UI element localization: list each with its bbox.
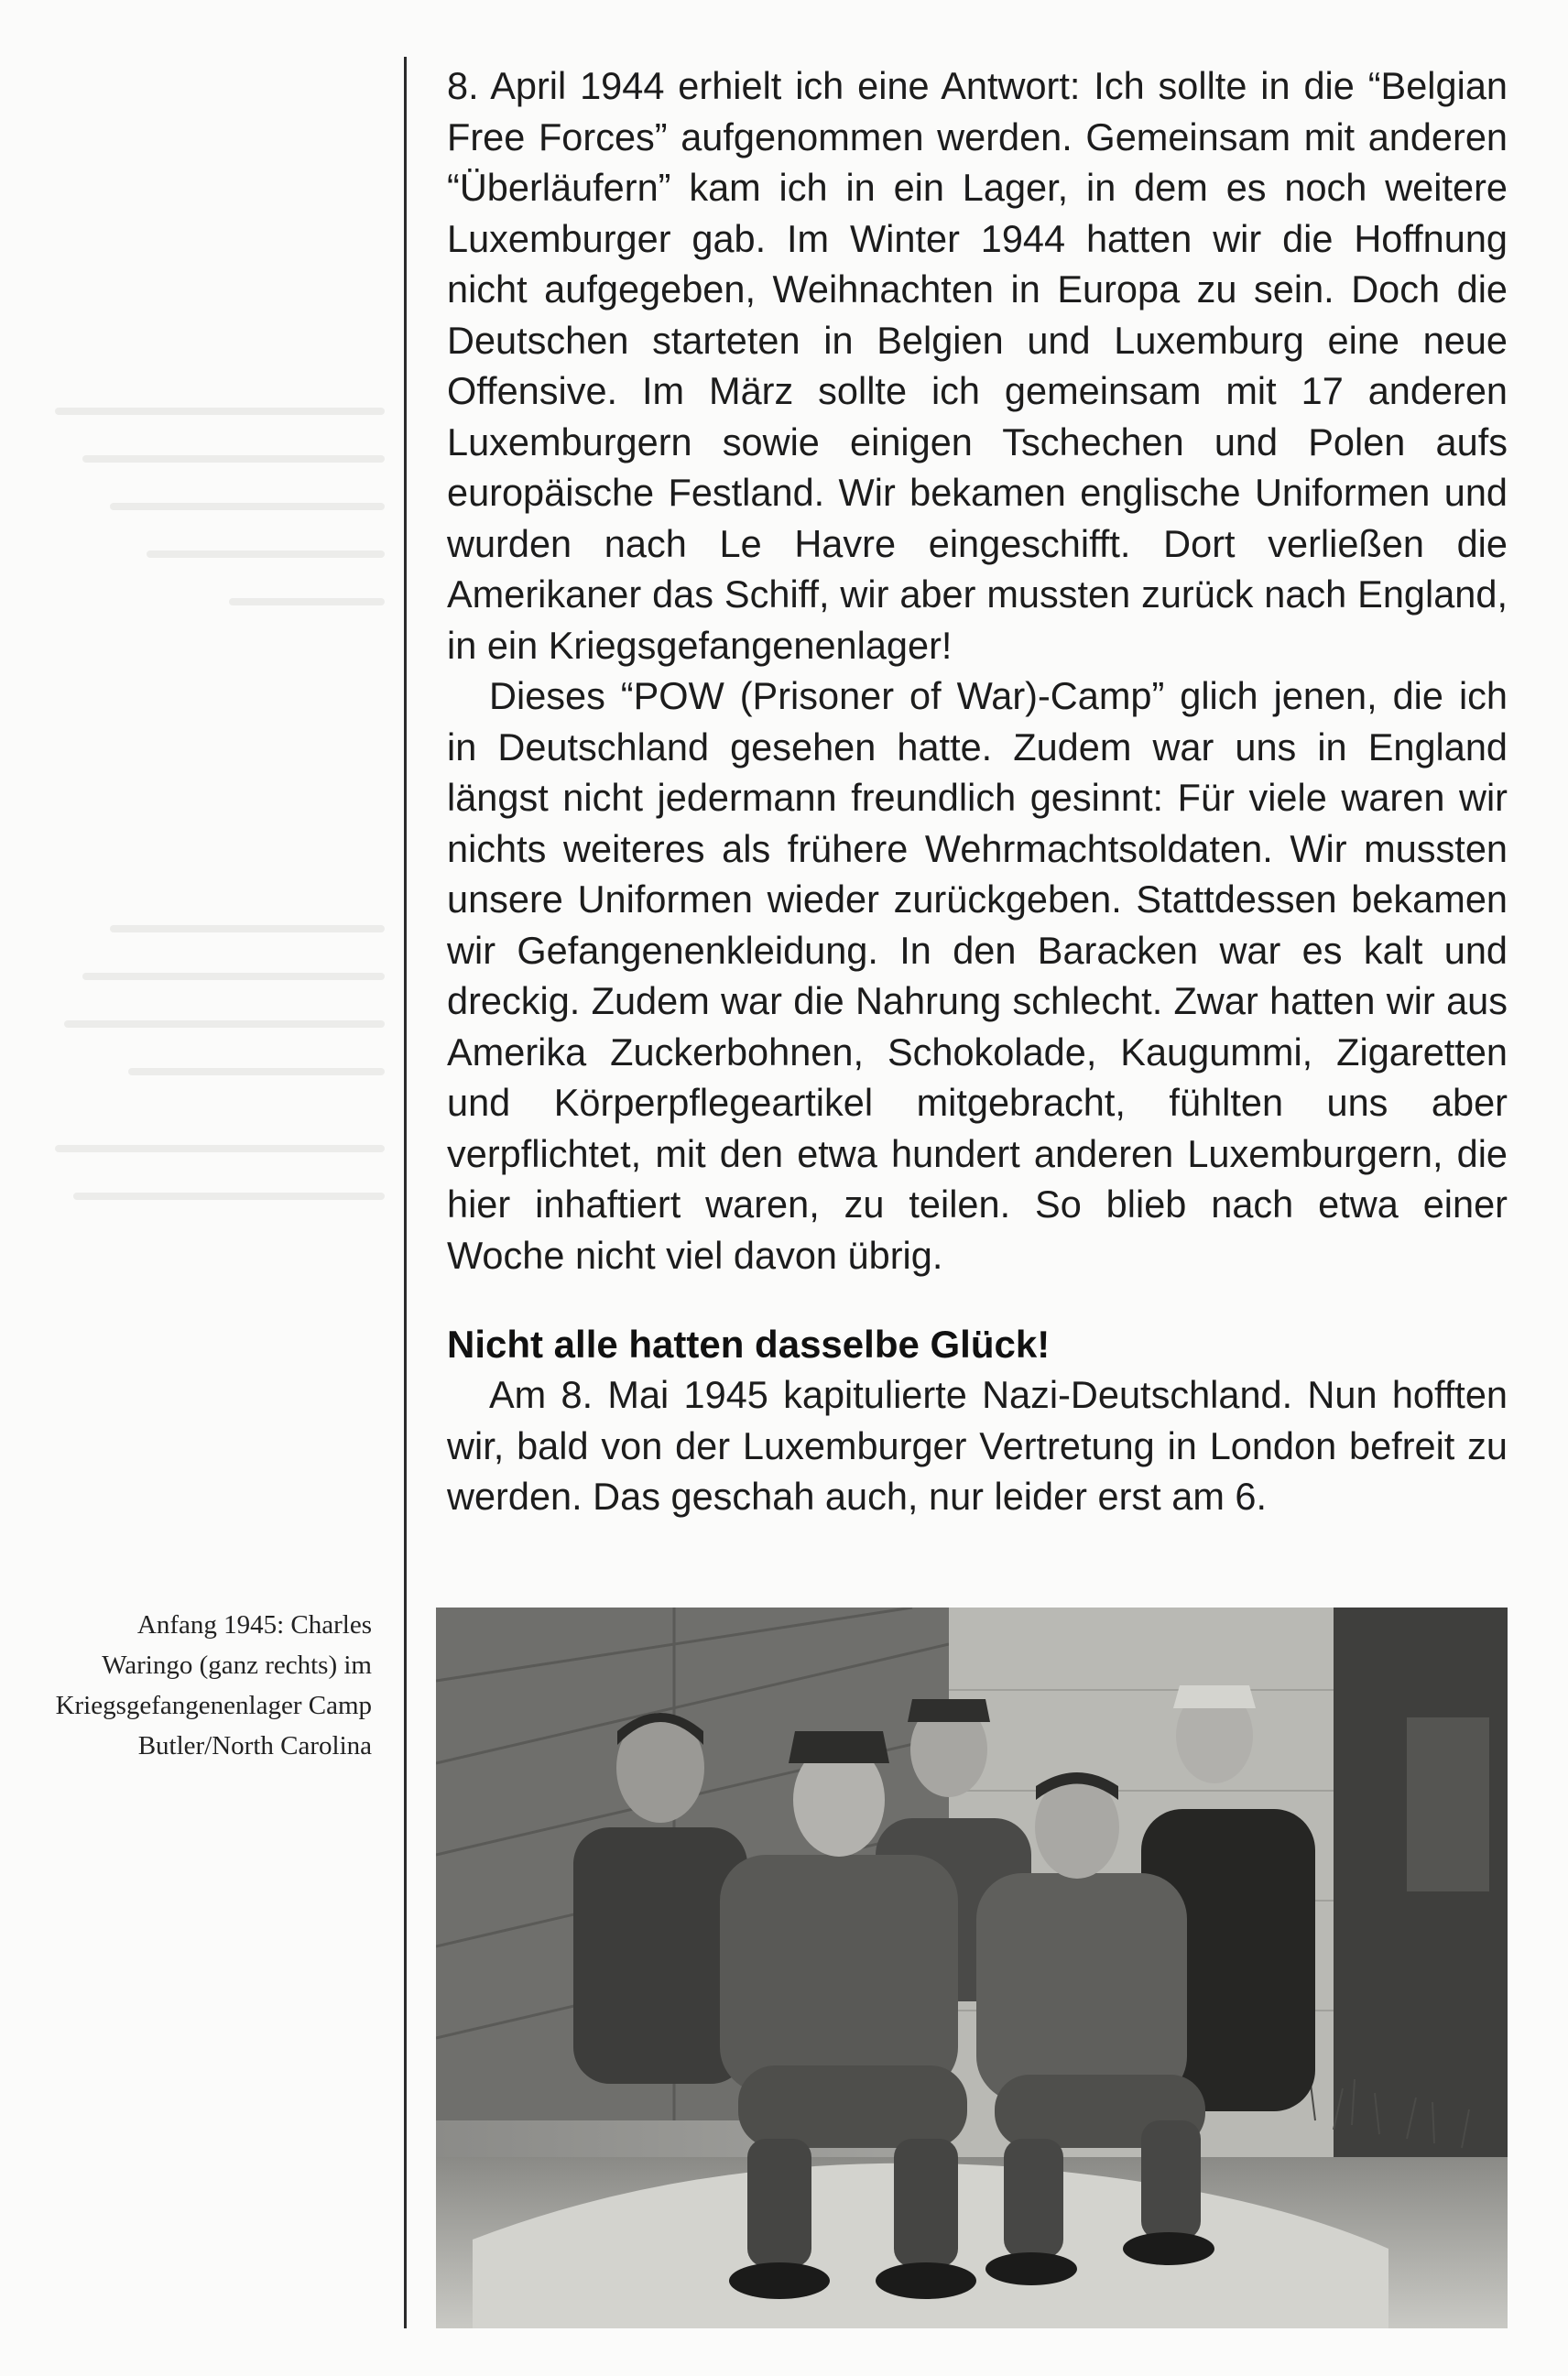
bleed-through-mark (110, 503, 385, 510)
article-body (447, 60, 1508, 1522)
paragraph: 8. April 1944 erhielt ich eine Antwort: Ich sollte in die “Belgian Free Forces” aufgenommen werden. Gemeinsam mit anderen “Überläufern” kam ich in ein Lager, in dem es noch weitere Luxemburger gab. Im Winter 1944 hatten wir die Hoffnung nicht aufgegeben, Weihnachten in Europa zu sein. Doch die Deutschen starteten in Belgien und Luxemburg eine neue Offensive. Im März sollte ich gemeinsam mit 17 anderen Luxemburgern sowie einigen Tschechen und Polen aufs europäische Festland. Wir bekamen englische Uniformen und wurden nach Le Havre eingeschifft. Dort verließen die Amerikaner das Schiff, wir aber mussten zurück nach England, in ein Kriegsgefangenenlager! (447, 64, 1508, 667)
bleed-through-mark (128, 1068, 385, 1075)
caption-line: Kriegsgefangenenlager Camp (55, 1691, 372, 1720)
bleed-through-mark (64, 1020, 385, 1028)
bleed-through-mark (82, 455, 385, 463)
bleed-through-mark (110, 925, 385, 932)
column-divider (404, 57, 407, 2328)
bleed-through-mark (73, 1193, 385, 1200)
paragraph: Dieses “POW (Prisoner of War)-Camp” glich jenen, die ich in Deutschland gesehen hatte. Zudem war uns in England längst nicht jedermann freundlich gesinnt: Für viele waren wir nichts weiteres als frühere Wehrmachtsoldaten. Wir mussten unsere Uniformen wieder zurückgeben. Stattdessen bekamen wir Gefangenenkleidung. In den Baracken war es kalt und dreckig. Zudem war die Nahrung schlecht. Zwar hatten wir aus Amerika Zuckerbohnen, Schokolade, Kaugummi, Zigaretten und Körperpflegeartikel mitgebracht, fühlten uns aber verpflichtet, mit den etwa hundert anderen Luxemburgern, die hier inhaftiert waren, zu teilen. So blieb nach etwa einer Woche nicht viel davon übrig. (447, 674, 1508, 1277)
bleed-through-mark (82, 973, 385, 980)
bleed-through-mark (55, 1145, 385, 1152)
bleed-through-mark (229, 598, 385, 605)
bleed-through-mark (147, 550, 385, 558)
caption-line: Waringo (ganz rechts) im (102, 1651, 372, 1680)
caption-line: Butler/North Carolina (137, 1731, 372, 1760)
group-photo-icon (436, 1608, 1508, 2328)
section-heading: Nicht alle hatten dasselbe Glück! (447, 1323, 1051, 1366)
bleed-through-mark (55, 408, 385, 415)
paragraph: Am 8. Mai 1945 kapitulierte Nazi-Deutschland. Nun hofften wir, bald von der Luxemburger Vertretung in London befreit zu werden. Das geschah auch, nur leider erst am 6. (447, 1373, 1508, 1518)
photo-caption (9, 1605, 372, 1766)
caption-line: Anfang 1945: Charles (136, 1610, 372, 1640)
group-photo (436, 1608, 1508, 2328)
